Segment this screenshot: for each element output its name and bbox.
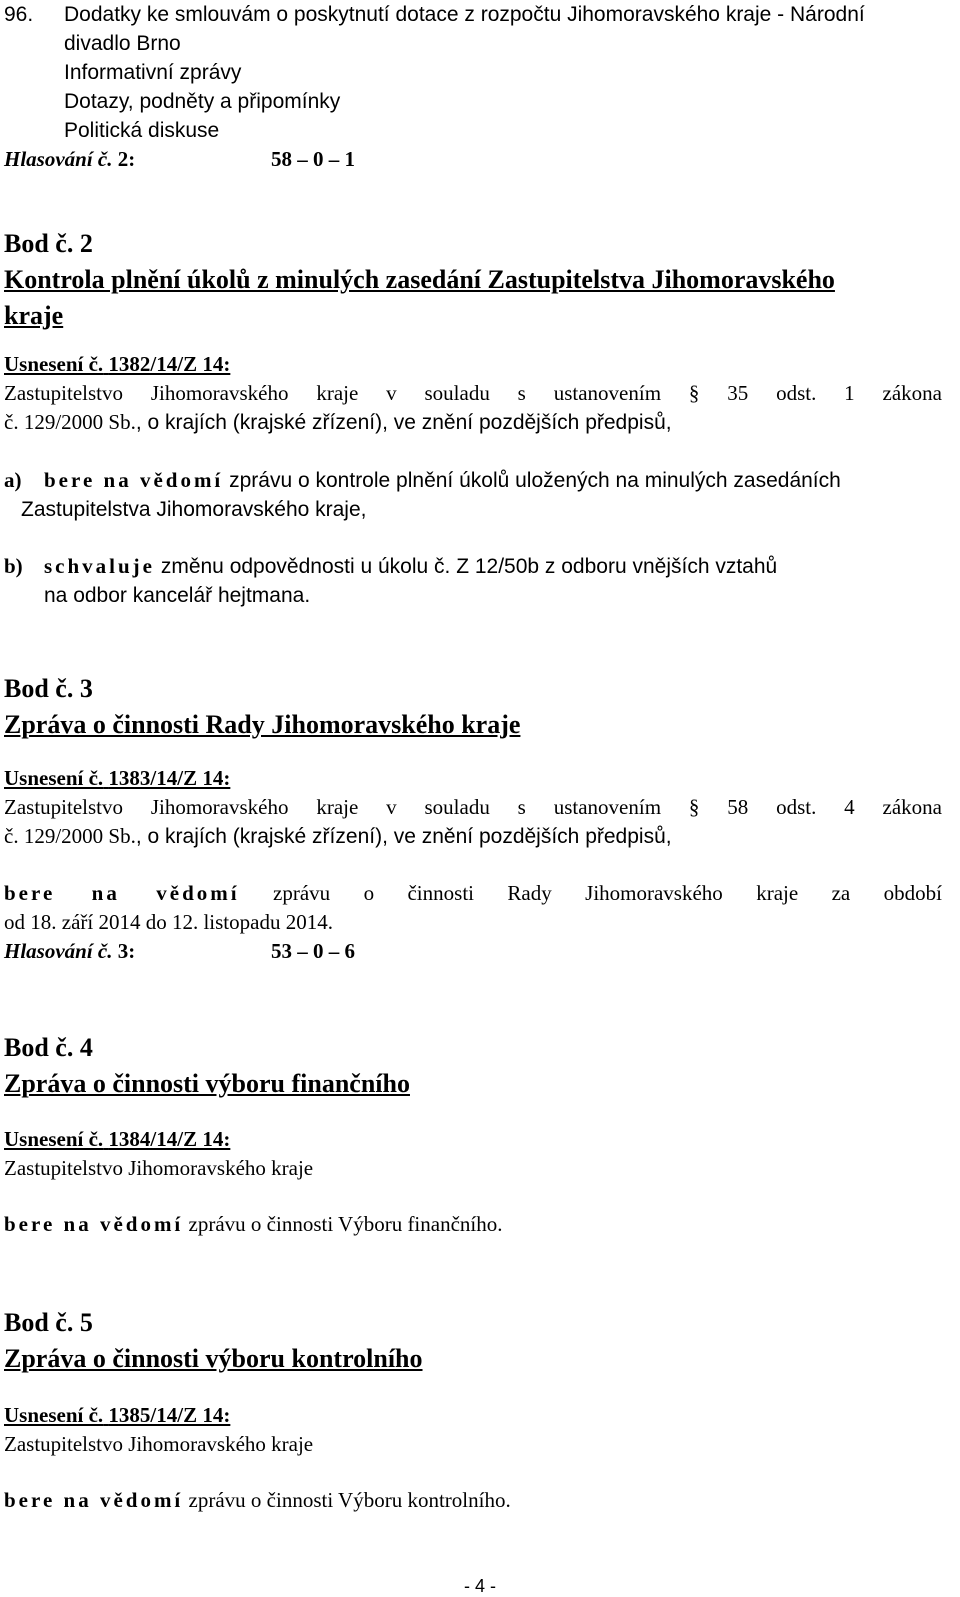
bod-2-resolution — [4, 350, 942, 437]
section-title: Zpráva o činnosti Rady Jihomoravského kraje — [4, 710, 521, 739]
bod-label: Bod č. — [4, 674, 74, 703]
law-ref-rest: , o krajích (krajské zřízení), ve znění pozdějších předpisů, — [135, 825, 672, 848]
bod-heading — [4, 1030, 942, 1066]
point-a-text: zprávu o kontrole plnění úkolů uložených na minulých zasedáních — [223, 469, 841, 492]
bod-number: 4 — [79, 1033, 93, 1062]
bod-5-section — [4, 1305, 942, 1377]
decision-line2: od 18. září 2014 do 12. listopadu 2014. — [4, 910, 333, 934]
usneseni-label: Usnesení č. — [4, 766, 104, 790]
point-a-line1 — [4, 466, 942, 495]
point-b-text: změnu odpovědnosti u úkolu č. Z 12/50b z odboru vnějších vztahů — [155, 555, 778, 578]
page-number: - 4 - — [463, 1576, 496, 1596]
vote-label: Hlasování č. — [4, 147, 113, 171]
usneseni-number: 1384/14/Z 14: — [108, 1127, 231, 1151]
bod-number: 5 — [79, 1308, 93, 1337]
point-b-verb: schvaluje — [44, 554, 155, 578]
bod-3-decision — [4, 879, 942, 966]
resolution-intro-line1: Zastupitelstvo Jihomoravského kraje v souladu s ustanovením § 35 odst. 1 zákona — [4, 381, 942, 405]
law-ref: č. 129/2000 Sb. — [4, 824, 136, 848]
decision-verb: bere na vědomí — [4, 1212, 184, 1236]
usneseni-label: Usnesení č. — [4, 1403, 104, 1427]
point-a-body — [44, 466, 942, 495]
item-96-line4: Dotazy, podněty a připomínky — [64, 90, 341, 113]
bod-4-resolution — [4, 1125, 942, 1183]
decision-line — [4, 1486, 942, 1515]
point-b-line2: na odbor kancelář hejtmana. — [44, 584, 311, 607]
bod-number: 3 — [79, 674, 93, 703]
bod-number: 2 — [79, 229, 93, 258]
bod-5-decision — [4, 1486, 942, 1515]
item-96-title: Dodatky ke smlouvám o poskytnutí dotace z rozpočtu Jihomoravského kraje - Národní — [64, 3, 865, 26]
vote-number: 3: — [117, 939, 136, 963]
bod-heading — [4, 1305, 942, 1341]
resolution-intro: Zastupitelstvo Jihomoravského kraje — [4, 1432, 314, 1456]
bod-4-section — [4, 1030, 942, 1102]
usneseni-number: 1383/14/Z 14: — [108, 766, 231, 790]
bod-label: Bod č. — [4, 229, 74, 258]
bod-2-section — [4, 226, 942, 334]
bod-3-section — [4, 671, 942, 743]
section-title-line1: Kontrola plnění úkolů z minulých zasedání Zastupitelstva Jihomoravského — [4, 265, 835, 294]
resolution-intro: Zastupitelstvo Jihomoravského kraje — [4, 1156, 314, 1180]
law-ref: č. 129/2000 Sb. — [4, 410, 136, 434]
resolution-intro-line2 — [4, 822, 942, 851]
bod-heading — [4, 226, 942, 262]
usneseni-number: 1385/14/Z 14: — [108, 1403, 231, 1427]
resolution-intro-line1: Zastupitelstvo Jihomoravského kraje v souladu s ustanovením § 58 odst. 4 zákona — [4, 795, 942, 819]
bod-label: Bod č. — [4, 1033, 74, 1062]
point-a-verb: bere na vědomí — [44, 468, 224, 492]
vote-line — [4, 937, 942, 966]
point-a-label: a) — [4, 468, 22, 492]
bod-5-resolution — [4, 1401, 942, 1459]
decision-text: zprávu o činnosti Výboru finančního. — [183, 1212, 503, 1236]
decision-line — [4, 1210, 942, 1239]
point-b-body — [44, 552, 942, 581]
law-ref-rest: , o krajích (krajské zřízení), ve znění pozdějších předpisů, — [135, 411, 672, 434]
agenda-item-96 — [4, 0, 942, 174]
point-a-line2: Zastupitelstva Jihomoravského kraje, — [21, 498, 367, 521]
bod-label: Bod č. — [4, 1308, 74, 1337]
vote-line — [4, 145, 942, 174]
vote-number: 2: — [117, 147, 136, 171]
decision-verb: bere na vědomí — [4, 881, 240, 905]
usneseni-heading — [4, 350, 942, 379]
resolution-point-b — [4, 552, 942, 610]
decision-verb: bere na vědomí — [4, 1488, 184, 1512]
usneseni-label: Usnesení č. — [4, 352, 104, 376]
section-title-line2: kraje — [4, 301, 64, 330]
decision-text: zprávu o činnosti Rady Jihomoravského kraje za období — [239, 881, 942, 905]
bod-3-resolution — [4, 764, 942, 851]
bod-heading — [4, 671, 942, 707]
item-96-line3: Informativní zprávy — [64, 61, 242, 84]
bod-4-decision — [4, 1210, 942, 1239]
decision-text: zprávu o činnosti Výboru kontrolního. — [183, 1488, 511, 1512]
decision-line1 — [4, 879, 942, 908]
vote-label: Hlasování č. — [4, 939, 113, 963]
usneseni-heading — [4, 764, 942, 793]
resolution-intro-line2 — [4, 408, 942, 437]
section-title — [4, 262, 942, 334]
usneseni-heading — [4, 1401, 942, 1430]
usneseni-heading — [4, 1125, 942, 1154]
vote-result: 58 – 0 – 1 — [271, 147, 355, 171]
item-96-line1 — [4, 0, 942, 29]
vote-result: 53 – 0 – 6 — [271, 939, 355, 963]
section-title: Zpráva o činnosti výboru kontrolního — [4, 1344, 423, 1373]
item-96-line2: divadlo Brno — [64, 32, 181, 55]
usneseni-number: 1382/14/Z 14: — [108, 352, 231, 376]
point-b-label: b) — [4, 554, 23, 578]
point-b-line1 — [4, 552, 942, 581]
item-number: 96. — [4, 3, 34, 26]
resolution-point-a — [4, 466, 942, 524]
section-title: Zpráva o činnosti výboru finančního — [4, 1069, 410, 1098]
item-96-line5: Politická diskuse — [64, 119, 220, 142]
usneseni-label: Usnesení č. — [4, 1127, 104, 1151]
